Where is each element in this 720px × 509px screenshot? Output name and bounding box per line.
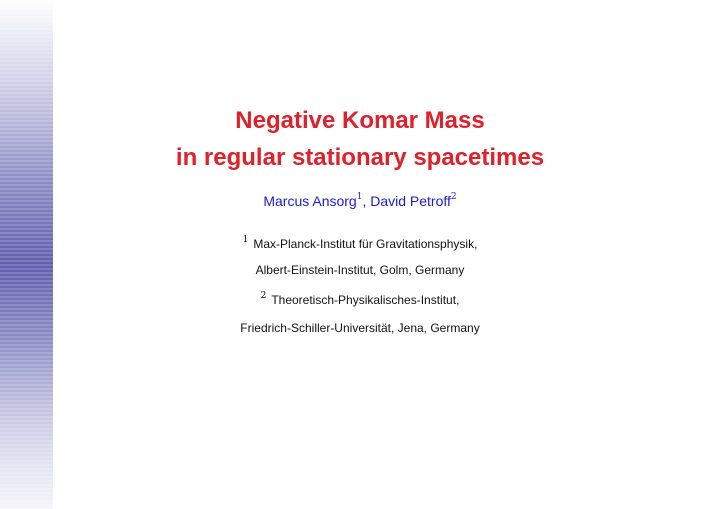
affiliation-2-line-1 xyxy=(53,292,667,308)
author-name: Marcus Ansorg xyxy=(263,193,357,209)
slide-title-line-2: in regular stationary spacetimes xyxy=(175,144,545,171)
affiliation-mark: 2 xyxy=(260,291,267,301)
affiliation-1-line-2: Albert-Einstein-Institut, Golm, Germany xyxy=(255,263,465,277)
author-separator: , xyxy=(362,193,371,209)
author-list xyxy=(53,191,667,211)
affiliation-text: Max-Planck-Institut für Gravitationsphysik, xyxy=(253,237,478,251)
decorative-sidebar xyxy=(0,0,53,509)
affiliation-mark: 1 xyxy=(356,192,363,203)
author-name: David Petroff xyxy=(370,193,451,209)
affiliation-mark: 1 xyxy=(242,235,249,245)
sidebar-stripes xyxy=(0,0,53,509)
affiliation-1-line-1 xyxy=(53,236,667,252)
slide-title-line-1: Negative Komar Mass xyxy=(235,107,485,134)
affiliation-mark: 2 xyxy=(450,192,457,203)
affiliation-text: Theoretisch-Physikalisches-Institut, xyxy=(271,293,460,307)
affiliation-2-line-2: Friedrich-Schiller-Universität, Jena, Germany xyxy=(240,321,480,335)
